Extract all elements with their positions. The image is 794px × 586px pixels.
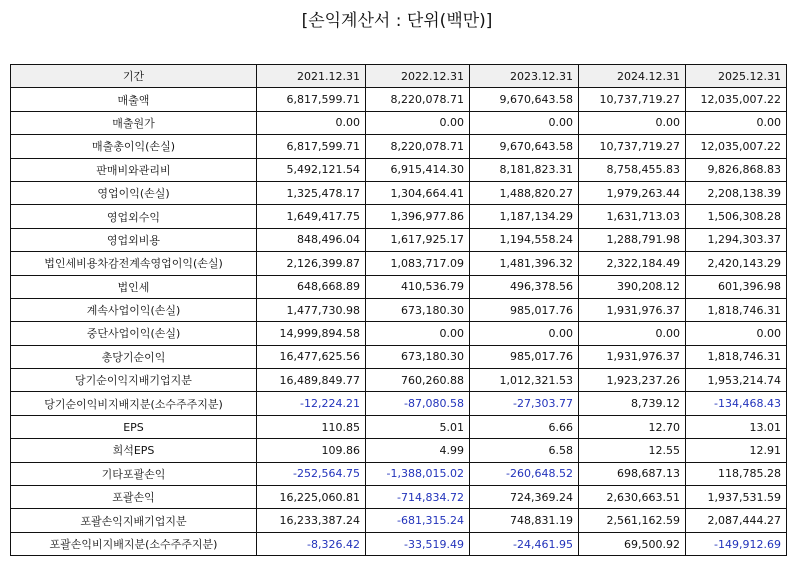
table-cell: 118,785.28	[686, 462, 787, 485]
table-cell: 0.00	[579, 322, 686, 345]
table-cell: 8,739.12	[579, 392, 686, 415]
table-row	[11, 252, 787, 275]
header-year: 2025.12.31	[686, 65, 787, 88]
table-cell: 0.00	[470, 111, 579, 134]
row-label: 포괄손익비지배지분(소수주주지분)	[11, 532, 257, 555]
table-cell: 9,670,643.58	[470, 88, 579, 111]
table-cell: 0.00	[470, 322, 579, 345]
page-title: [손익계산서 : 단위(백만)]	[301, 11, 493, 31]
table-cell: 9,826,868.83	[686, 158, 787, 181]
table-cell: 0.00	[366, 111, 470, 134]
table-cell: 0.00	[366, 322, 470, 345]
table-cell: 16,225,060.81	[257, 486, 366, 509]
table-cell: -12,224.21	[257, 392, 366, 415]
table-cell: 1,488,820.27	[470, 181, 579, 204]
table-cell: 410,536.79	[366, 275, 470, 298]
table-cell: 2,420,143.29	[686, 252, 787, 275]
header-year: 2023.12.31	[470, 65, 579, 88]
table-cell: -24,461.95	[470, 532, 579, 555]
table-cell: 1,194,558.24	[470, 228, 579, 251]
table-cell: 985,017.76	[470, 345, 579, 368]
table-cell: 1,979,263.44	[579, 181, 686, 204]
table-cell: 2,630,663.51	[579, 486, 686, 509]
table-cell: 16,477,625.56	[257, 345, 366, 368]
table-cell: 0.00	[257, 111, 366, 134]
table-cell: -8,326.42	[257, 532, 366, 555]
table-cell: 1,294,303.37	[686, 228, 787, 251]
table-cell: 12.70	[579, 415, 686, 438]
table-cell: 2,322,184.49	[579, 252, 686, 275]
table-cell: 69,500.92	[579, 532, 686, 555]
table-cell: 1,931,976.37	[579, 345, 686, 368]
table-cell: 1,937,531.59	[686, 486, 787, 509]
table-row	[11, 88, 787, 111]
table-cell: 1,506,308.28	[686, 205, 787, 228]
table-cell: 0.00	[686, 111, 787, 134]
table-cell: 6,817,599.71	[257, 88, 366, 111]
income-statement-table	[10, 64, 787, 556]
table-cell: 6.58	[470, 439, 579, 462]
table-row	[11, 111, 787, 134]
table-cell: 748,831.19	[470, 509, 579, 532]
row-label: 계속사업이익(손실)	[11, 298, 257, 321]
table-cell: 2,087,444.27	[686, 509, 787, 532]
table-cell: 0.00	[579, 111, 686, 134]
table-cell: 601,396.98	[686, 275, 787, 298]
table-cell: 16,489,849.77	[257, 369, 366, 392]
table-cell: 390,208.12	[579, 275, 686, 298]
table-cell: 12,035,007.22	[686, 88, 787, 111]
table-cell: 724,369.24	[470, 486, 579, 509]
table-cell: -87,080.58	[366, 392, 470, 415]
row-label: 포괄손익지배기업지분	[11, 509, 257, 532]
row-label: 포괄손익	[11, 486, 257, 509]
table-cell: 9,670,643.58	[470, 135, 579, 158]
header-period-label: 기간	[11, 65, 257, 88]
row-label: 당기순이익지배기업지분	[11, 369, 257, 392]
table-cell: 12,035,007.22	[686, 135, 787, 158]
table-row	[11, 322, 787, 345]
table-cell: 8,220,078.71	[366, 135, 470, 158]
table-cell: 1,818,746.31	[686, 345, 787, 368]
table-cell: 2,561,162.59	[579, 509, 686, 532]
table-cell: 6.66	[470, 415, 579, 438]
table-row	[11, 135, 787, 158]
table-cell: 673,180.30	[366, 298, 470, 321]
table-cell: 1,923,237.26	[579, 369, 686, 392]
table-cell: -260,648.52	[470, 462, 579, 485]
table-cell: 1,649,417.75	[257, 205, 366, 228]
table-cell: -252,564.75	[257, 462, 366, 485]
table-row	[11, 181, 787, 204]
row-label: 매출총이익(손실)	[11, 135, 257, 158]
table-cell: 6,915,414.30	[366, 158, 470, 181]
header-year: 2022.12.31	[366, 65, 470, 88]
header-year: 2021.12.31	[257, 65, 366, 88]
table-cell: 12.55	[579, 439, 686, 462]
table-cell: -1,388,015.02	[366, 462, 470, 485]
table-row	[11, 345, 787, 368]
header-year: 2024.12.31	[579, 65, 686, 88]
table-cell: 10,737,719.27	[579, 135, 686, 158]
table-row	[11, 532, 787, 555]
row-label: 총당기순이익	[11, 345, 257, 368]
table-cell: 1,304,664.41	[366, 181, 470, 204]
table-cell: 1,931,976.37	[579, 298, 686, 321]
table-cell: 5.01	[366, 415, 470, 438]
table-row	[11, 275, 787, 298]
table-row	[11, 158, 787, 181]
table-cell: 13.01	[686, 415, 787, 438]
table-cell: 1,481,396.32	[470, 252, 579, 275]
table-cell: 1,012,321.53	[470, 369, 579, 392]
table-cell: 8,220,078.71	[366, 88, 470, 111]
table-cell: -134,468.43	[686, 392, 787, 415]
table-cell: 1,617,925.17	[366, 228, 470, 251]
row-label: 중단사업이익(손실)	[11, 322, 257, 345]
table-row	[11, 509, 787, 532]
row-label: 희석EPS	[11, 439, 257, 462]
table-header-row	[11, 65, 787, 88]
table-cell: -681,315.24	[366, 509, 470, 532]
table-cell: 8,758,455.83	[579, 158, 686, 181]
table-cell: 6,817,599.71	[257, 135, 366, 158]
table-cell: -33,519.49	[366, 532, 470, 555]
table-cell: 16,233,387.24	[257, 509, 366, 532]
row-label: 법인세비용차감전계속영업이익(손실)	[11, 252, 257, 275]
table-cell: 1,818,746.31	[686, 298, 787, 321]
row-label: 영업외수익	[11, 205, 257, 228]
table-cell: 110.85	[257, 415, 366, 438]
table-body	[11, 88, 787, 556]
row-label: 판매비와관리비	[11, 158, 257, 181]
row-label: 당기순이익비지배지분(소수주주지분)	[11, 392, 257, 415]
table-row	[11, 298, 787, 321]
table-row	[11, 486, 787, 509]
table-row	[11, 392, 787, 415]
table-cell: 10,737,719.27	[579, 88, 686, 111]
table-cell: 1,083,717.09	[366, 252, 470, 275]
row-label: 매출액	[11, 88, 257, 111]
table-row	[11, 462, 787, 485]
table-cell: 698,687.13	[579, 462, 686, 485]
table-cell: 760,260.88	[366, 369, 470, 392]
table-row	[11, 369, 787, 392]
table-row	[11, 228, 787, 251]
table-cell: 1,953,214.74	[686, 369, 787, 392]
table-cell: -27,303.77	[470, 392, 579, 415]
table-cell: 1,396,977.86	[366, 205, 470, 228]
table-cell: 496,378.56	[470, 275, 579, 298]
table-cell: 12.91	[686, 439, 787, 462]
table-cell: 1,325,478.17	[257, 181, 366, 204]
table-cell: 648,668.89	[257, 275, 366, 298]
table-row	[11, 205, 787, 228]
table-cell: 1,631,713.03	[579, 205, 686, 228]
table-cell: -149,912.69	[686, 532, 787, 555]
table-cell: 4.99	[366, 439, 470, 462]
table-cell: 1,477,730.98	[257, 298, 366, 321]
table-cell: 673,180.30	[366, 345, 470, 368]
row-label: 기타포괄손익	[11, 462, 257, 485]
table-cell: 109.86	[257, 439, 366, 462]
row-label: 매출원가	[11, 111, 257, 134]
table-cell: 8,181,823.31	[470, 158, 579, 181]
table-cell: 14,999,894.58	[257, 322, 366, 345]
row-label: 영업이익(손실)	[11, 181, 257, 204]
table-cell: 2,126,399.87	[257, 252, 366, 275]
table-cell: -714,834.72	[366, 486, 470, 509]
table-cell: 2,208,138.39	[686, 181, 787, 204]
table-row	[11, 415, 787, 438]
row-label: 법인세	[11, 275, 257, 298]
table-cell: 0.00	[686, 322, 787, 345]
table-cell: 5,492,121.54	[257, 158, 366, 181]
table-cell: 1,288,791.98	[579, 228, 686, 251]
row-label: EPS	[11, 415, 257, 438]
row-label: 영업외비용	[11, 228, 257, 251]
table-cell: 1,187,134.29	[470, 205, 579, 228]
table-cell: 985,017.76	[470, 298, 579, 321]
table-cell: 848,496.04	[257, 228, 366, 251]
table-row	[11, 439, 787, 462]
